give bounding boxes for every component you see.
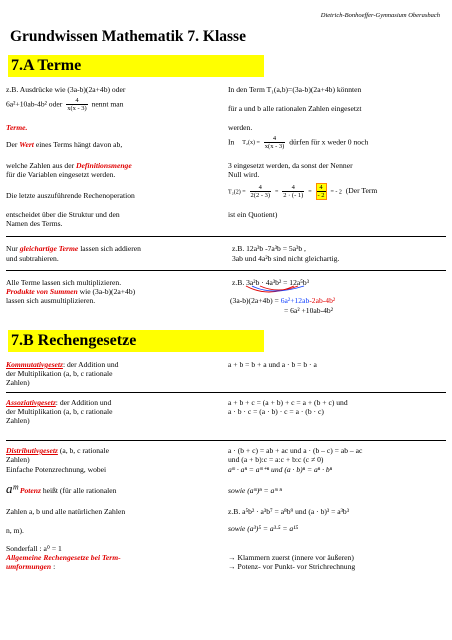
school-header: Dietrich-Bonhoeffer-Gymnasium Oberasbach bbox=[320, 12, 440, 19]
pot-right2: sowie (aᵐ)ⁿ = aᵐ ⁿ bbox=[228, 486, 282, 495]
right-line2: 3 eingesetzt werden, da sonst der Nenner bbox=[228, 161, 353, 170]
allg-keyword: Allgemeine Rechengesetze bei Term- bbox=[6, 553, 121, 562]
allg-line1 bbox=[6, 553, 221, 562]
mult-line1: Alle Terme lassen sich multiplizieren. bbox=[6, 278, 122, 287]
mult-right1: z.B. 3a²b · 4a³b² = 12a⁵b³ bbox=[232, 278, 309, 287]
mult-right3: = 6a² +10ab-4b² bbox=[284, 306, 333, 315]
gleich-right2: 3ab und 4a²b sind nicht gleichartig. bbox=[232, 254, 340, 263]
asso-line3: Zahlen) bbox=[6, 416, 30, 425]
allg-line2: umformungen : bbox=[6, 562, 56, 571]
ex2-post: nennt man bbox=[91, 99, 124, 109]
page-title: Grundwissen Mathematik 7. Klasse bbox=[10, 28, 246, 45]
defmenge-line: welche Zahlen aus der Definitionsmenge für die Variablen eingesetzt werden. bbox=[6, 161, 132, 180]
dist-line1: Distributivgesetz (a, b, c rationale bbox=[6, 446, 109, 455]
allg-keyword-2: umformungen bbox=[6, 562, 52, 571]
right2: für a und b alle rationalen Zahlen eingesetzt bbox=[228, 104, 362, 113]
right-in-line: In T₂(x) = $\frac{4}{x(x - 3)}$ dürfen für x weder 0 noch bbox=[228, 135, 369, 150]
mult-line2: Produkte von Summen wie (3a-b)(2a+4b) bbox=[6, 287, 136, 296]
asso-keyword: Assoziativgesetz bbox=[6, 398, 56, 407]
ex1-left: z.B. Ausdrücke wie (3a-b)(2a+4b) oder bbox=[6, 85, 126, 94]
divider-1 bbox=[6, 236, 446, 237]
komm-line2: der Multiplikation (a, b, c rationale bbox=[6, 369, 113, 378]
dist-line2: Zahlen) bbox=[6, 455, 30, 464]
quotient-note: ist ein Quotient) bbox=[228, 210, 278, 219]
gleich-keyword: gleichartige Terme bbox=[19, 244, 79, 253]
komm-keyword: Kommutativgesetz bbox=[6, 360, 63, 369]
ex2-fraction: $\frac{4}{x(x - 3)}$ bbox=[67, 97, 87, 112]
pot-right1: aᵐ · aⁿ = aᵐ⁺ⁿ und (a · b)ⁿ = aⁿ · bⁿ bbox=[228, 465, 333, 474]
gleich-line1: Nur gleichartige Terme lassen sich addieren bbox=[6, 244, 141, 253]
produkte-keyword: Produkte von Summen bbox=[6, 287, 78, 296]
asso-line1: Assoziativgesetz: der Addition und bbox=[6, 398, 112, 407]
right1: In den Term T₁(a,b)=(3a-b)(2a+4b) könnten bbox=[228, 85, 362, 94]
komm-line3: Zahlen) bbox=[6, 378, 30, 387]
allg-right1: → Klammern zuerst (innere vor äußeren) bbox=[228, 553, 354, 562]
section-b-heading: 7.B Rechengesetze bbox=[8, 330, 264, 352]
wert-keyword: Wert bbox=[19, 140, 34, 149]
komm-line1: Kommutativgesetz: der Addition und bbox=[6, 360, 119, 369]
right3: werden. bbox=[228, 123, 253, 132]
rechen-line3: Namen des Terms. bbox=[6, 219, 63, 228]
potenz-keyword: Potenz bbox=[19, 486, 41, 495]
defmenge-keyword: Definitionsmenge bbox=[76, 161, 132, 170]
divider-4 bbox=[6, 440, 446, 441]
sonderfall: Sonderfall : a⁰ = 1 bbox=[6, 544, 62, 553]
am-symbol: aᵐ bbox=[6, 481, 18, 496]
wert-line: Der Wert eines Terms hängt davon ab, bbox=[6, 140, 123, 149]
dist-right1: a · (b + c) = ab + ac und a · (b – c) = ab – ac bbox=[228, 446, 363, 455]
ex2-left bbox=[6, 97, 221, 112]
dist-right2: und (a + b):c = a:c + b:c (c ≠ 0) bbox=[228, 455, 324, 464]
t2-highlight-fraction: $\frac{4}{- 2}$ bbox=[317, 184, 325, 199]
gleich-right1: z.B. 12a³b -7a³b = 5a³b , bbox=[232, 244, 306, 253]
dist-keyword: Distributivgesetz bbox=[6, 446, 58, 455]
expanded-red: -2ab-4b² bbox=[309, 296, 336, 305]
section-a-heading: 7.A Terme bbox=[8, 55, 264, 77]
allg-right2: → Potenz- vor Punkt- vor Strichrechnung bbox=[228, 562, 356, 571]
pot-line4: n, m). bbox=[6, 526, 24, 535]
rechen-line1: Die letzte auszuführende Rechenoperation bbox=[6, 191, 135, 200]
mult-line3: lassen sich ausmultiplizieren. bbox=[6, 296, 96, 305]
asso-right1: a + b + c = (a + b) + c = a + (b + c) und bbox=[228, 398, 348, 407]
divider-2 bbox=[6, 270, 446, 271]
pot-line1: Einfache Potenzrechnung, wobei bbox=[6, 465, 107, 474]
terme-label: Terme. bbox=[6, 123, 28, 132]
asso-line2: der Multiplikation (a, b, c rationale bbox=[6, 407, 113, 416]
divider-3 bbox=[6, 392, 446, 393]
ex2-pre: 6a²+10ab-4b² oder bbox=[6, 99, 63, 109]
right-line3: Null wird. bbox=[228, 170, 260, 179]
komm-right: a + b = b + a und a · b = b · a bbox=[228, 360, 317, 369]
gleich-line2: und subtrahieren. bbox=[6, 254, 59, 263]
pot-right4: sowie (a³)⁵ = a³·⁵ = a¹⁵ bbox=[228, 524, 299, 533]
mult-right2: (3a-b)(2a+4b) = 6a²+12ab-2ab-4b² bbox=[230, 296, 336, 305]
pot-line3: Zahlen a, b und alle natürlichen Zahlen bbox=[6, 507, 126, 516]
pot-right3: z.B. a⁵b² · a³b⁷ = a⁸b⁹ und (a · b)³ = a³b³ bbox=[228, 507, 349, 516]
expanded-blue: 6a²+12ab bbox=[280, 296, 310, 305]
asso-right2: a · b · c = (a · b) · c = a · (b · c) bbox=[228, 407, 324, 416]
rechen-line2: entscheidet über die Struktur und den bbox=[6, 210, 120, 219]
pot-line2: aᵐ Potenz heißt (für alle rationalen bbox=[6, 481, 117, 496]
t2-evaluation: T₂(2) = $\frac{4}{2(2 - 3)}$ = $\frac{4}{2 \cdot (- 1)}$ = $\frac{4}{- 2}$ = - 2 (Der Term bbox=[228, 184, 378, 199]
